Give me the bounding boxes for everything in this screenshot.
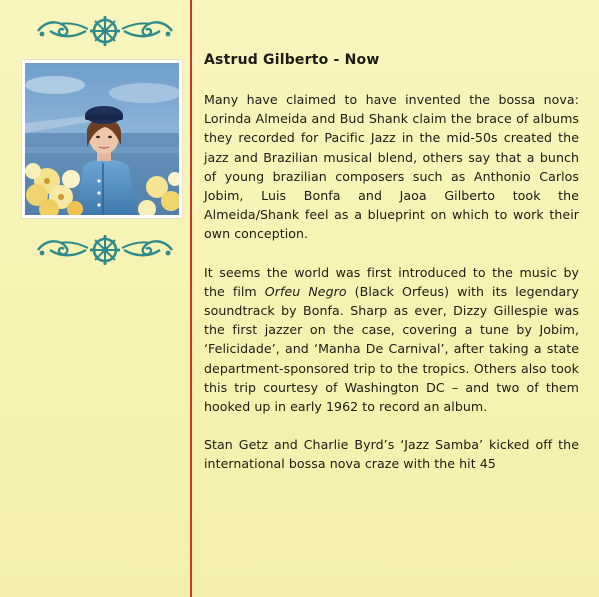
column-divider [190,0,192,597]
ship-wheel-ornament-icon [36,235,174,265]
ship-wheel-ornament-icon [36,16,174,46]
article-title: Astrud Gilberto - Now [204,52,380,68]
photo-image [25,63,179,215]
film-title: Orfeu Negro [264,283,347,299]
paragraph-2-rest: (Black Orfeus) with its legendary soundtrack by Bonfa. Sharp as ever, Dizzy Gillespie was the first jazzer on the case, covering a tune by Jobim, ‘Felicidade’, and ‘Manha De Carnival’, after taking a state department-sponsored trip to the tropics. Others also took this trip courtesy of Washington DC – and two of them hooked up in early 1962 to record an album. [204,283,580,415]
paragraph-3: Stan Getz and Charlie Byrd’s ‘Jazz Samba’ kicked off the international bossa nova craze with the hit 45 [204,437,579,472]
album-photo [22,60,182,218]
paragraph-2 [204,263,579,417]
article-body [204,50,579,493]
paragraph-1: Many have claimed to have invented the bossa nova: Lorinda Almeida and Bud Shank claim the brace of albums they recorded for Pacific Jazz in the mid-50s created the jazz and Brazilian musical blend, others say that a bunch of young brazilian composers such as Anthonio Carlos Jobim, Luis Bonfa and Jaoa Gilberto took the Almeida/Shank feel as a blueprint on which to work their own conception. [204,92,579,242]
paragraph-2-start: It seems the world was first introduced to the music by the film [204,264,579,299]
